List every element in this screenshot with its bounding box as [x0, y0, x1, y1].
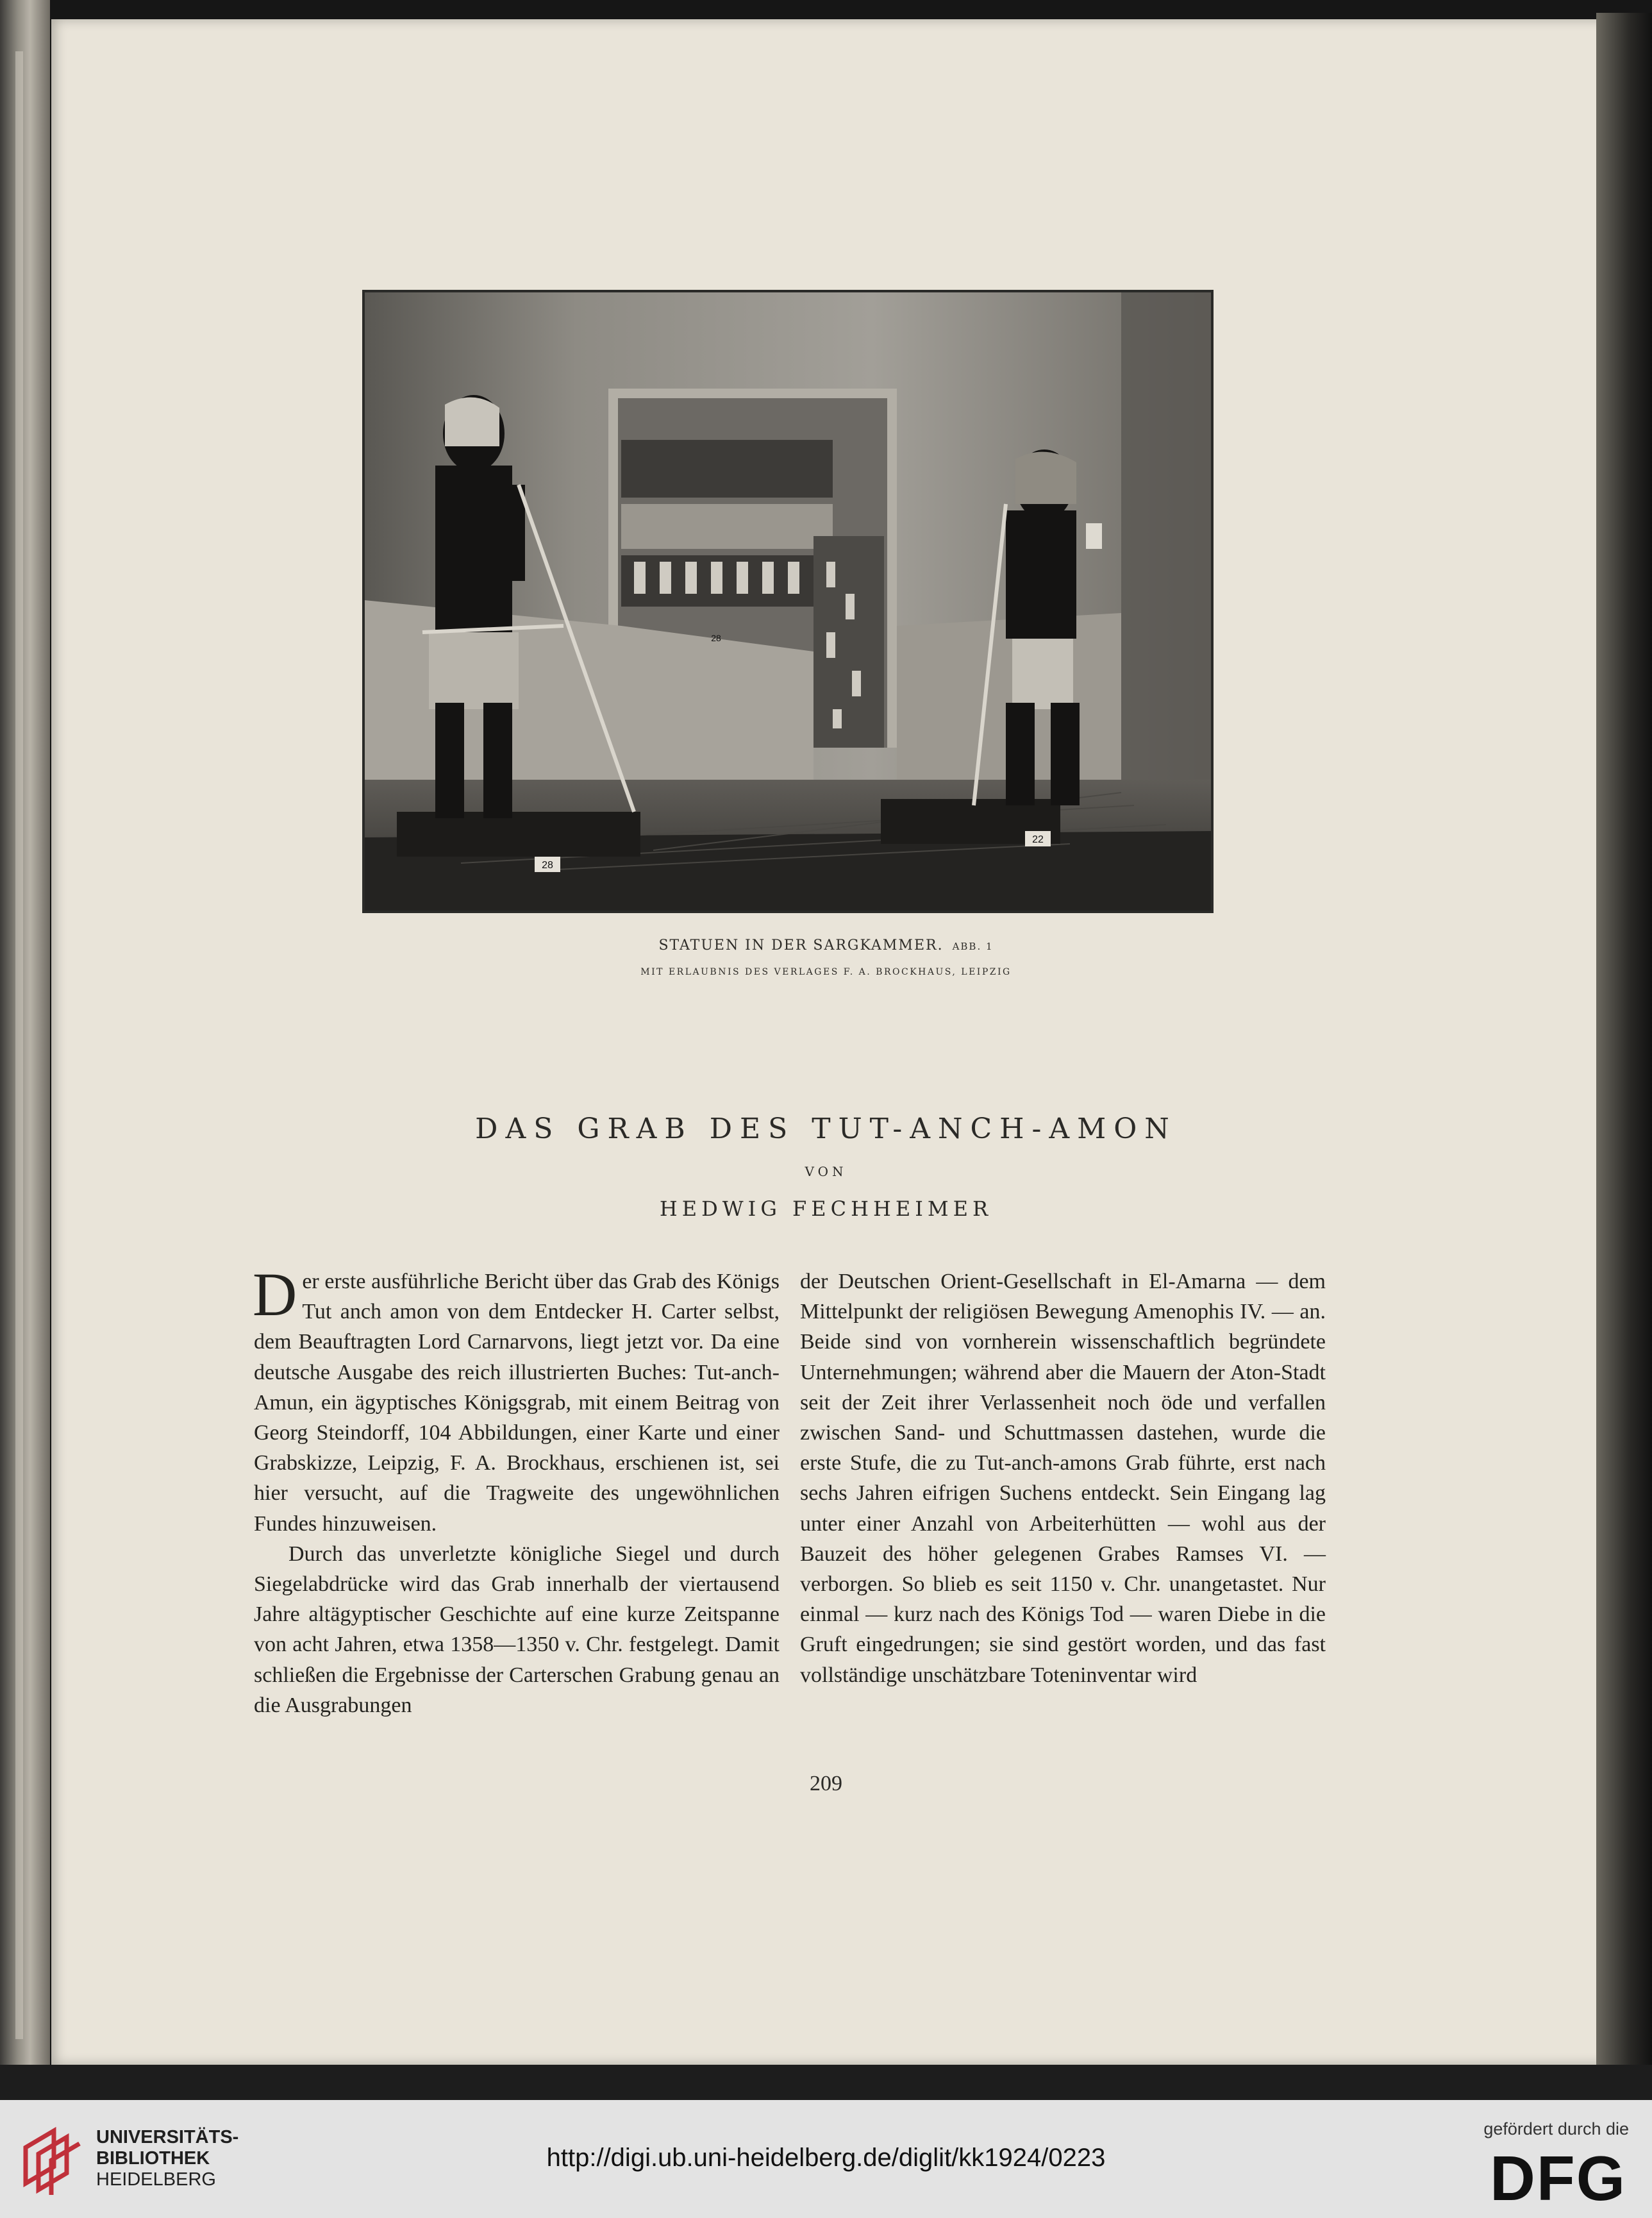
article-title: DAS GRAB DES TUT-ANCH-AMON: [475, 1113, 1177, 1145]
page-edge-shadow: [1596, 13, 1652, 2071]
tomb-photograph: [362, 290, 1214, 913]
funded-by-label: gefördert durch die: [1483, 2119, 1629, 2138]
paragraph-3: der Deutschen Orient-Gesellschaft in El-Amarna — dem Mittelpunkt der religiösen Bewegung Amenophis IV. — an. Beide sind von vornherein wissenschaftlich begründete Unternehmungen; während aber die Mauern der Aton-Stadt seit der Zeit ihrer Verlassenheit noch öde und verfallen zwischen Sand- und Schuttmassen dastehen, wurde die erste Stufe, die zu Tut-anch-amons Grab führte, erst nach sechs Jahren eifrigen Suchens entdeckt. Sein Eingang lag unter einer Anzahl von Arbeiterhütten — wohl aus der Bauzeit des höher gelegenen Grabes Ramses VI. — verborgen. So blieb es seit 1150 v. Chr. unangetastet. Nur einmal — kurz nach des Königs Tod — waren Diebe in die Gruft eingedrungen; sie sind gestört worden, und das fast vollständige unschätzbare Toteninventar wird: [800, 1270, 1326, 1687]
library-name-line3: HEIDELBERG: [96, 2169, 216, 2190]
dfg-logo[interactable]: DFG: [1490, 2143, 1626, 2214]
byline-von: VON: [805, 1164, 847, 1179]
permalink-url[interactable]: http://digi.ub.uni-heidelberg.de/diglit/kk1924/0223: [546, 2144, 1106, 2172]
drop-cap: D: [253, 1260, 297, 1329]
paragraph-2: Durch das unverletzte königliche Siegel und durch Siegelabdrücke wird das Grab innerhalb der viertausend Jahre altägyptischer Geschichte auf eine kurze Zeitspanne von acht Jahren, etwa 1358—1350 v. Chr. festgelegt. Damit schließen die Ergebnisse der Carterschen Grabung genau an die Ausgrabungen: [254, 1542, 780, 1717]
label-28-left: 28: [542, 860, 553, 871]
library-name-line1: UNIVERSITÄTS-: [96, 2127, 239, 2147]
text-column-right: [800, 1266, 1326, 1690]
page-number: 209: [810, 1772, 842, 1795]
paragraph-1: [253, 1260, 780, 1539]
viewer-footer: [0, 2100, 1652, 2218]
figure-caption: [0, 937, 1652, 954]
caption-text: STATUEN IN DER SARGKAMMER.: [658, 937, 944, 954]
library-name-line2: BIBLIOTHEK: [96, 2148, 210, 2169]
label-22-right: 22: [1032, 834, 1044, 845]
paragraph-1-text: er erste ausführliche Bericht über das Grab des Königs Tut anch amon von dem Entdecker H. Carter selbst, dem Beauftragten Lord Carnarvons, liegt jetzt vor. Da eine deutsche Ausgabe des reich illustrierten Buches: Tut-anch-Amun, ein ägyptisches Königsgrab, mit einem Beitrag von Georg Steindorff, 104 Abbildungen, einer Karte und einer Grabskizze, Leipzig, F. A. Brockhaus, erschienen ist, sei hier versucht, auf die Tragweite des ungewöhnlichen Fundes hinzuweisen.: [254, 1270, 780, 1536]
figure-credit: MIT ERLAUBNIS DES VERLAGES F. A. BROCKHAUS, LEIPZIG: [640, 967, 1012, 977]
text-column-left: [253, 1260, 780, 1720]
caption-abb: ABB. 1: [952, 941, 994, 952]
article-author: HEDWIG FECHHEIMER: [659, 1197, 993, 1221]
label-28-center: 28: [711, 633, 721, 643]
